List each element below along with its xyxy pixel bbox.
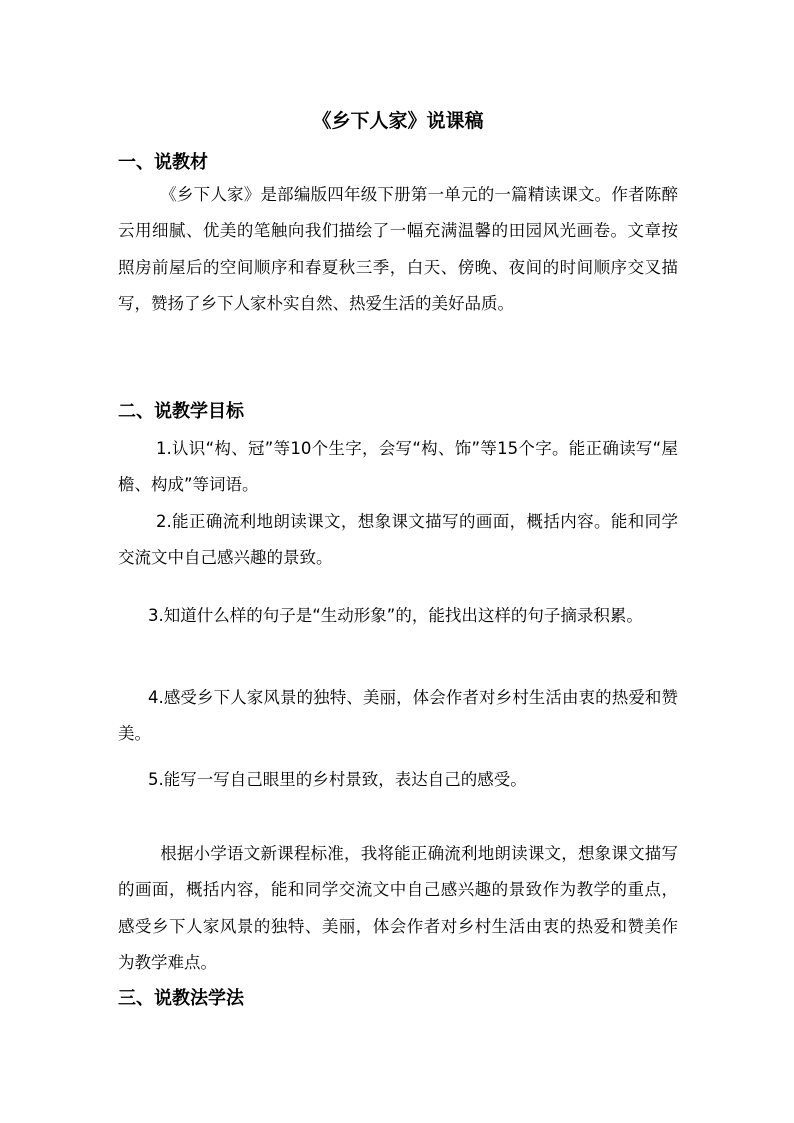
goal-item-2 [118, 504, 678, 577]
goal-item-5 [118, 762, 678, 798]
goal-item-3 [118, 598, 678, 634]
document-title: 《乡下人家》说课稿 [312, 110, 484, 132]
section-heading-textbook: 一、说教材 [118, 152, 208, 173]
textbook-paragraph-text: 《乡下人家》是部编版四年级下册第一单元的一篇精读课文。作者陈醉云用细腻、优美的笔触向我们描绘了一幅充满温馨的田园风光画卷。文章按照房前屋后的空间顺序和春夏秋三季，白天、傍晚、夜间的时间顺序交叉描写，赞扬了乡下人家朴实自然、热爱生活的美好品质。 [118, 185, 678, 313]
section-heading-methods: 三、说教法学法 [118, 988, 244, 1009]
goal-item-4 [118, 680, 678, 753]
goal-item-text: 2.能正确流利地朗读课文，想象课文描写的画面，概括内容。能和同学交流文中自己感兴趣的景致。 [118, 512, 678, 568]
textbook-paragraph [118, 177, 678, 322]
goals-summary-paragraph [118, 836, 678, 981]
goal-item-text: 1.认识“构、冠”等10个生字，会写“构、饰”等15个字。能正确读写“屋檐、构成”等词语。 [118, 439, 678, 495]
goal-item-1 [118, 431, 678, 504]
goal-item-text: 5.能写一写自己眼里的乡村景致，表达自己的感受。 [148, 770, 527, 789]
goal-item-text: 3.知道什么样的句子是“生动形象”的，能找出这样的句子摘录积累。 [148, 606, 643, 625]
goal-item-text: 4.感受乡下人家风景的独特、美丽，体会作者对乡村生活由衷的热爱和赞美。 [118, 688, 678, 744]
section-heading-goals: 二、说教学目标 [118, 401, 244, 422]
goals-summary-text: 根据小学语文新课程标准，我将能正确流利地朗读课文，想象课文描写的画面，概括内容，能和同学交流文中自己感兴趣的景致作为教学的重点，感受乡下人家风景的独特、美丽，体会作者对乡村生活由衷的热爱和赞美作为教学难点。 [118, 844, 678, 972]
